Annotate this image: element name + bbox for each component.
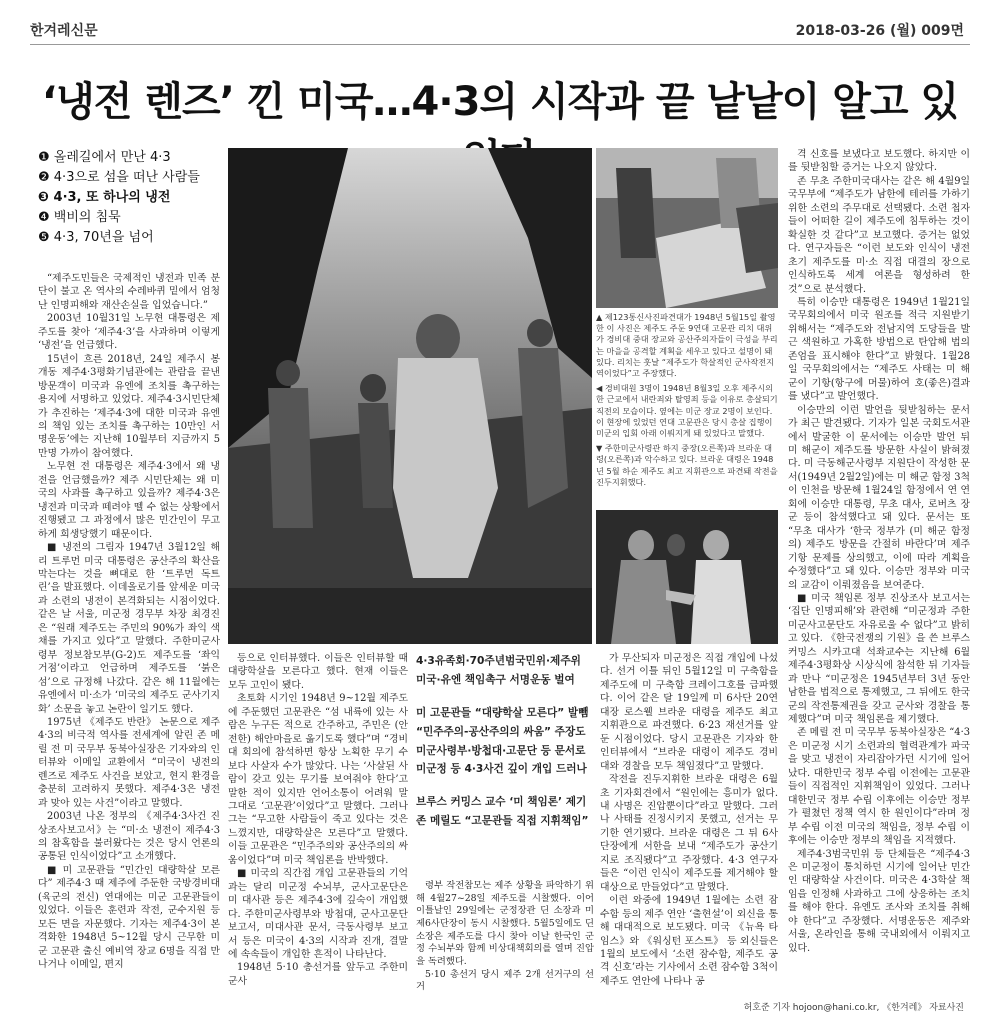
paragraph: 초토화 시기인 1948년 9~12월 제주도에 주둔했던 고문관은 “섬 내륙에 있는 사람은 누구든 적으로 간주하고, 주민은 (안전한) 해안마을로 옮기도록 했다”며 “경비대 회의에 참석하면 항상 노획한 무기 수보다 사살자 수가 많았다. 나는 ‘사살된 사람이 갖고 있는 무기를 보여줘야 한다’고 말한 적이 있지만 언어소통이 어려워 말 그대로 ‘고문관’이었다”고 말했다. 그러나 그는 “무고한 사람들이 죽고 있다는 것은 느꼈지만, 대량학살은 모른다”고 말했다. 이들 고문관은 “민주주의와 공산주의의 싸움이었다”며 미국 책임론을 반박했다. [228, 693, 408, 866]
article-column-5 [788, 148, 970, 955]
photo-captions [596, 312, 778, 492]
map-photo-image [596, 148, 778, 308]
series-item-5: ❺ 4·3, 70년을 넘어 [38, 230, 154, 245]
paragraph: 2003년 나온 정부의 《제주4·3사건 진상조사보고서》는 “미·소 냉전이 제주4·3의 참혹함을 불러왔다는 것은 당시 언론의 공통된 인식이었다”고 소개했다. [38, 811, 220, 863]
paragraph: ■ 미국의 직간접 개입 고문관들의 기억과는 달리 미군정 수뇌부, 군사고문단은 미 대사관 등은 제주4·3에 깊숙이 개입했다. 주한미군사령부와 방첩대, 군사고문단 보고서, 미대사관 문서, 극동사령부 보고서 등은 미국이 4·3의 시작과 진개, 결말에 속속들이 개입한 흔적이 나타난다. [228, 868, 408, 960]
paragraph: 노무현 전 대통령은 제주4·3에서 왜 냉전을 언급했을까? 제주 시민단체는 왜 미국의 사과를 촉구하고 있을까? 제주4·3은 냉전과 미국과 떼려야 뗄 수 없는 상황에서 진행됐고 그 과정에서 많은 민간인이 무고하게 희생당했기 때문이다. [38, 461, 220, 540]
pullquote-petition: 4·3유족회·70주년범국민위·제주위 미국·유엔 책임촉구 서명운동 벌여 [416, 654, 581, 686]
paragraph: 이승만의 이런 발언을 뒷받침하는 문서가 최근 발견됐다. 기자가 일본 국회도서관에서 발굴한 이 문서에는 이승만 발언 뒤 미 해군이 제주도를 방문한 사실이 밝혀졌다. 미 극동해군사령부 지원단이 작성한 문서(1949년 2월2일)에는 미 해군 함정 3척이 인천을 방문해 1월24일 함정에서 연 연회에 이승만 대통령, 무초 대사, 로버츠 장군 등이 참석했다고 돼 있다. 문서는 또 “무초 대사가 ‘한국 정부가 (미 해군 함정의) 제주도 방문을 간절히 바란다’며 제주 기항 문제를 상의했고, 이에 따라 계획을 수정했다”고 돼 있다. 이승만 정부와 미국의 교감이 이뤄졌음을 보여준다. [788, 404, 970, 591]
article-column-4 [600, 652, 778, 988]
pull-quotes [416, 652, 594, 845]
caption-handshake-photo: ▼ 주한미군사령관 하지 중장(오른쪽)과 브라운 대령(오른쪽)과 악수하고 있다. 브라운 대령은 1948년 5월 하순 제주도 최고 지휘관으로 파견돼 작전을 진두지휘했다. [596, 443, 778, 487]
header-rule [30, 44, 970, 45]
paragraph: 가 무산되자 미군정은 직접 개입에 나섰다. 선거 이틀 뒤인 5월12일 미 구축함을 제주도에 미 구축함 크레이그호를 급파했다. 이어 같은 달 19일께 미 6사단 20연대장 로스웰 브라운 대령을 제주도 최고 지휘관으로 파견했다. 6·23 재선거를 앞둔 시점이었다. 당시 고문관은 기자와 한 인터뷰에서 “브라운 대령이 제주도 경비대와 경찰을 모두 책임졌다”고 말했다. [600, 653, 778, 772]
paragraph: 령부 작전참모는 제주 상황을 파악하기 위해 4월27~28일 제주도를 시찰했다. 이어 이틀날인 29일에는 군정장관 딘 소장과 미 제6사단장이 동시 시찰했다. 5월5일에도 딘 소장은 제주도를 다시 찾아 이날 한국인 군정 수뇌부와 함께 비상대책회의를 열며 진압을 독려했다. [416, 880, 594, 967]
main-photo-image [228, 148, 592, 644]
series-item-2: ❷ 4·3으로 섬을 떠난 사람들 [38, 170, 200, 185]
series-item-4: ❹ 백비의 침묵 [38, 210, 121, 225]
paragraph: 특히 이승만 대통령은 1949년 1월21일 국무회의에서 미국 원조를 적극 지원받기 위해서는 “제주도와 전남지역 도당들을 발근 색원하고 가혹한 방법으로 탄압해 법의 존엄을 표시해야 한다”고 밝혔다. 1월28일 국무회의에서는 “제주도 사태는 미 해군이 기항(항구에 머물)하여 호(좋은)결과를 냈다”고 발언했다. [788, 296, 970, 403]
paragraph: 존 메릴 전 미 국무부 동북아실장은 “4·3은 미군정 시기 소련과의 협력관계가 파국을 맞고 냉전이 자리잡아가던 시기에 일어났다. 대한민국 정부 수립 이전에는 고문관들이 직접적인 지휘책임이 있었다. 그러나 대한민국 정부 수립 이후에는 이승만 정부가 펼쳤던 정책 역시 한 원인이다”라며 정부 수립 이전 미국의 책임을, 정부 수립 이후에는 이승만 정부의 책임을 지적했다. [788, 727, 970, 847]
series-item-3-current: ❸ 4·3, 또 하나의 냉전 [38, 190, 171, 205]
headline: ‘냉전 렌즈’ 낀 미국…4·3의 시작과 끝 낱낱이 알고 있 [41, 79, 959, 125]
pullquote-responsibility: 브루스 커밍스 교수 ‘미 책임론’ 제기 존 메릴도 “고문관들 직접 지휘책임” [416, 795, 589, 828]
paragraph: “제주도민들은 국제적인 냉전과 민족 분단이 불고 온 역사의 수레바퀴 밑에서 엄청난 인명피해와 재산손실을 입었습니다.” [38, 273, 220, 311]
paragraph: ■ 냉전의 그림자 1947년 3월12일 해리 트루먼 미국 대통령은 공산주의 확산을 막는다는 것을 뼈대로 한 ‘트루먼 독트린’을 발표했다. 이데올로기를 앞세운 미국과 소련의 냉전이 본격화되는 시점이었다. 같은 날 서울, 미군정 경무부 차장 최경진은 “원래 제주도는 주민의 90%가 좌익 색채를 가지고 있다”고 말했다. 주한미군사령부 정보참모부(G-2)도 제주도를 ‘좌익 거점’이라고 언급하며 제주도를 ‘붉은 섬’으로 규정해 나갔다. 같은 해 11월에는 유엔에서 미·소가 ‘미국의 제주도 군사기지화’ 소문을 놓고 논란이 일기도 했다. [38, 542, 220, 715]
paragraph: 격 신호를 보냈다고 보도했다. 하지만 이를 뒷받침할 증거는 나오지 않았다. [788, 149, 970, 174]
article-column-1 [38, 272, 220, 972]
series-list [38, 148, 238, 248]
dateline: 2018-03-26 (월) 009면 [795, 23, 964, 39]
masthead: 한겨레신문 [30, 23, 98, 39]
caption-map-photo: ▲ 제123통신사진파견대가 1948년 5월15일 촬영한 이 사진은 제주도 주둔 9연대 고문관 리치 대위가 경비대 중대 장교와 공산주의자들이 극성을 부리는 마을을 공격할 계획을 세우고 있다고 설명이 돼 있다. 리치는 훗날 “제주도가 학살적인 군사작전지역이었다”고 주장했다. [596, 312, 778, 379]
paragraph: 이런 와중에 1949년 1월에는 소련 잠수함 등의 제주 연안 ‘출현설’이 외신을 통해 대대적으로 보도됐다. 미국 《뉴욕 타임스》와 《워싱턴 포스트》 등 외신들은 1월의 보도에서 ‘소련 잠수함, 제주도 공격 신호’라는 기사에서 소련 잠수함 3척이 제주도 연안에 나타나 공 [600, 895, 778, 987]
main-photo [228, 148, 592, 644]
map-photo [596, 148, 778, 308]
handshake-photo-image [596, 510, 778, 644]
paragraph: 존 무초 주한미국대사는 같은 해 4월9일 국무부에 “제주도가 남한에 테러를 가하기 위한 소련의 주무대로 선택됐다. 소련 첩자들이 어떠한 길이 제주도에 침투하는 것이 확실한 것 같다”고 보고했다. 증거는 없었다. 연구자들은 “이런 보도와 인식이 냉전 초기 제주도를 미·소 직접 대결의 장으로 인식하도록 세계 여론을 형성하려 한 것”으로 분석했다. [788, 175, 970, 295]
paragraph: 제주4·3범국민위 등 단체들은 “제주4·3은 미군정이 통치하던 시기에 일어난 민간인 대량학살 사건이다. 미국은 4·3학살 책임을 인정해 사과하고 그에 상응하는 조치를 해야 한다. 유엔도 조사와 조치를 취해야 한다”고 주장했다. 서명운동은 제주와 서울, 온라인을 통해 국내외에서 이뤄지고 있다. [788, 848, 970, 954]
paragraph: ■ 미 고문관들 “민간인 대량학살 모른다” 제주4·3 때 제주에 주둔한 국방경비대(육군의 전신) 연대에는 미군 고문관들이 있었다. 이들은 훈련과 작전, 군수지원 등 모든 면을 자문했다. 기자는 제주4·3이 본격화한 1948년 5~12월 당시 근무한 미군 고문관 출신 예비역 장교 6명을 직접 만나거나 이메일, 편지 [38, 864, 220, 971]
paragraph: 5·10 총선거 당시 제주 2개 선거구의 선거 [416, 968, 594, 993]
paragraph: 2003년 10월31일 노무현 대통령은 제주도를 찾아 ‘제주4·3’을 사과하며 이렇게 ‘냉전’을 언급했다. [38, 313, 220, 352]
article-column-3 [416, 880, 594, 994]
paragraph: 1975년 《제주도 반란》 논문으로 제주4·3의 비극적 역사를 전세계에 알린 존 메릴 전 미 국무부 동북아실장은 기자와의 인터뷰와 이메일 교환에서 “미국이 냉전의 렌즈로 제주도 사건을 보았고, 현지 환경을 충분히 고려하지 못했다. 제주4·3은 냉전과 맞아 있는 사건”이라고 말했다. [38, 716, 220, 809]
paragraph: 1948년 5·10 총선거를 앞두고 주한미군사 [228, 962, 408, 987]
series-item-1: ❶ 올레길에서 만난 4·3 [38, 150, 171, 165]
paragraph: ■ 미국 책임론 정부 진상조사 보고서는 ‘집단 인명피해’와 관련해 “미군정과 주한 미군사고문단도 자유로울 수 없다”고 밝히고 있다. 《한국전쟁의 기원》을 쓴 브루스 커밍스 시카고대 석좌교수는 지난해 6월 제주4·3평화상 시상식에 참석한 뒤 기자들과 만나 “미군정은 1945년부터 3년 동안 남한을 법적으로 통제했고, 그 뒤에도 한국군의 작전통제권을 갖고 군사와 경찰을 통제했다”며 미국 책임론을 제기했다. [788, 592, 970, 726]
paragraph: 등으로 인터뷰했다. 이들은 인터뷰할 때 대량학살을 모른다고 했다. 현재 이들은 모두 고인이 됐다. [228, 653, 408, 691]
byline-credit: 허호준 기자 hojoon@hani.co.kr, 《한겨레》 자료사진 [743, 1003, 964, 1013]
caption-main-photo: ◀ 경비대원 3명이 1948년 8월3일 오후 제주시의 한 근교에서 내란죄와 탈영죄 등을 이유로 총살되기 직전의 모습이다. 옆에는 미군 장교 2명이 보인다. 이 현장에 있었던 연대 고문관은 당시 총살 집행이 미군의 입회 아래 이뤄지게 돼 있었다고 말했다. [596, 383, 778, 439]
paragraph: 작전을 진두지휘한 브라운 대령은 6월 초 기자회견에서 “원인에는 흥미가 없다. 내 사명은 진압뿐이다”라고 말했다. 그러나 사태를 진정시키지 못했고, 선거는 무기한 연기됐다. 브라운 대령은 그 뒤 6사단장에게 서한을 보내 “제주도가 공산기지로 조직됐다”고 주장했다. 4·3 연구자들은 “이런 인식이 제주도를 제거해야 할 대상으로 만들었다”고 말했다. [600, 774, 778, 893]
pullquote-advisers: 미 고문관들 “대량학살 모른다” 발뺌 “민주주의-공산주의의 싸움” 주장도 미군사령부·방첩대·고문단 등 문서로 미군정 등 4·3사건 깊이 개입 드러나 [416, 705, 589, 776]
paragraph: 15년이 흐른 2018년, 24일 제주시 봉개동 제주4·3평화기념관에는 관람을 끝낸 방문객이 미국과 유엔에 조치를 촉구하는 용지에 서명하고 있었다. 제주4·3시민단체가 추진하는 ‘제주4·3에 대한 미국과 유엔의 책임 있는 조치를 촉구하는 10만인 서명운동’에는 지난해 10월부터 지금까지 5만명 가까이 참여했다. [38, 353, 220, 459]
article-column-2 [228, 652, 408, 988]
handshake-photo [596, 510, 778, 644]
